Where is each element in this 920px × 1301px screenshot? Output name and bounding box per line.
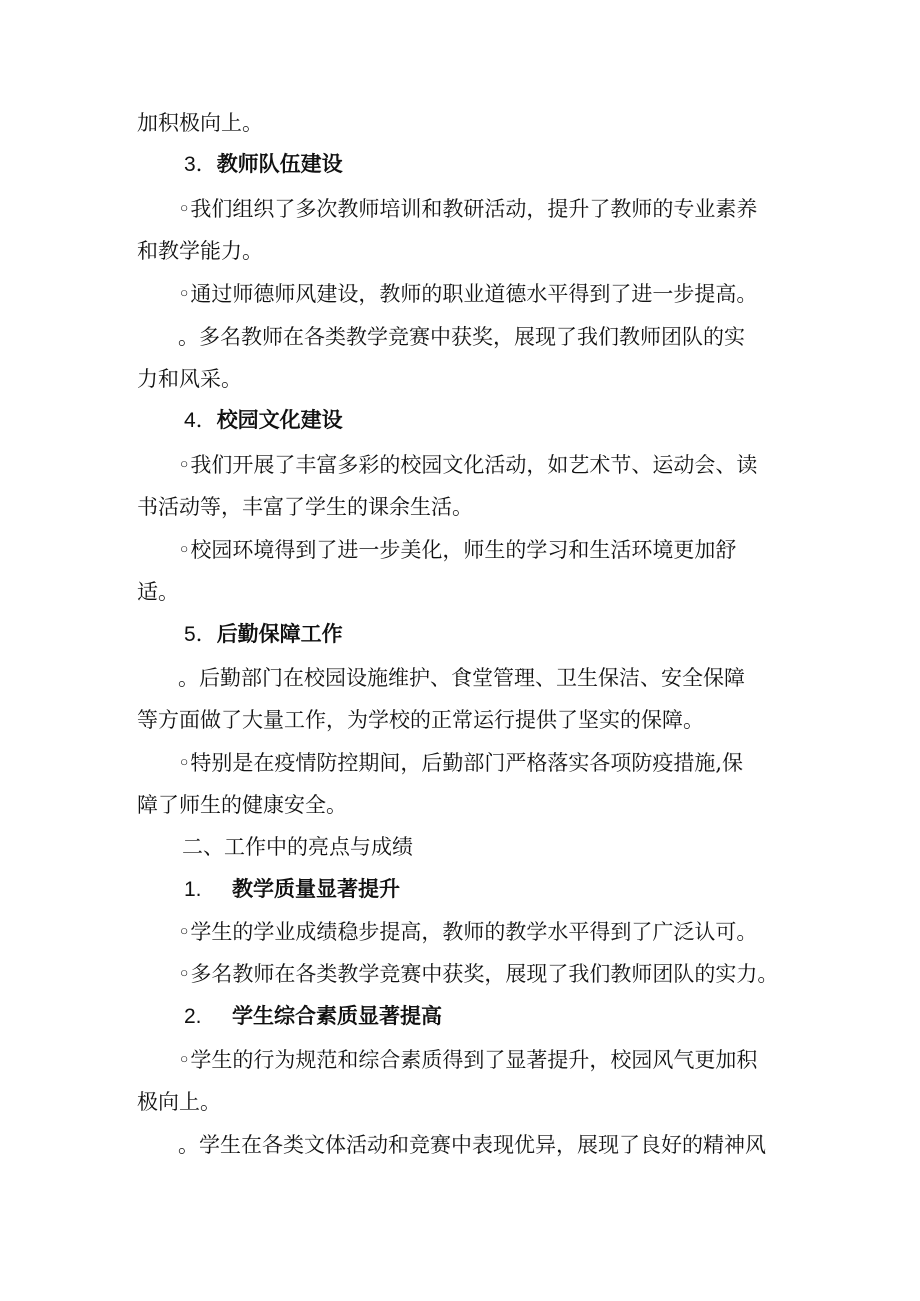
bullet-line: 。学生在各类文体活动和竞赛中表现优异，展现了良好的精神风 [178, 1133, 766, 1157]
heading-number: 4 [184, 409, 196, 432]
heading-number: 2. [184, 1005, 202, 1028]
section-heading-4 [184, 405, 343, 436]
heading-separator: ． [195, 153, 217, 176]
paragraph-line: 适。 [137, 580, 179, 604]
heading-separator: ． [195, 623, 217, 646]
paragraph-line: 障了师生的健康安全。 [137, 793, 347, 817]
section-heading-3 [184, 149, 343, 180]
heading-title: 教学质量显著提升 [232, 876, 400, 901]
heading-title: 教师队伍建设 [216, 151, 343, 176]
bullet-line: ◦我们开展了丰富多彩的校园文化活动，如艺术节、运动会、读 [178, 453, 758, 477]
heading-title: 校园文化建设 [216, 407, 343, 432]
chapter-heading: 二、工作中的亮点与成绩 [182, 835, 413, 859]
paragraph-line: 力和风采。 [137, 367, 242, 391]
section-heading-2 [184, 1001, 442, 1032]
paragraph-line: 加积极向上。 [137, 111, 263, 135]
bullet-line: ◦学生的行为规范和综合素质得到了显著提升，校园风气更加积 [178, 1048, 758, 1072]
heading-title: 后勤保障工作 [216, 621, 343, 646]
bullet-line: ◦校园环境得到了进一步美化，师生的学习和生活环境更加舒 [178, 538, 737, 562]
section-heading-1 [184, 874, 400, 905]
bullet-line: ◦学生的学业成绩稳步提高，教师的教学水平得到了广泛认可。 [178, 920, 758, 944]
bullet-line: 。多名教师在各类教学竞赛中获奖，展现了我们教师团队的实 [178, 325, 745, 349]
section-heading-5 [184, 619, 343, 650]
bullet-line: ◦通过师德师风建设，教师的职业道德水平得到了进一步提高。 [178, 282, 758, 306]
bullet-line: ◦多名教师在各类教学竞赛中获奖，展现了我们教师团队的实力。 [178, 962, 779, 986]
heading-number: 3 [184, 153, 196, 176]
heading-separator: ． [195, 409, 217, 432]
paragraph-line: 极向上。 [137, 1090, 221, 1114]
heading-number: 1. [184, 878, 202, 901]
bullet-line: 。后勤部门在校园设施维护、食堂管理、卫生保洁、安全保障 [178, 666, 745, 690]
paragraph-line: 书活动等，丰富了学生的课余生活。 [137, 495, 473, 519]
bullet-line: ◦特别是在疫情防控期间，后勤部门严格落实各项防疫措施,保 [178, 751, 744, 775]
heading-title: 学生综合素质显著提高 [232, 1003, 442, 1028]
paragraph-line: 和教学能力。 [137, 239, 263, 263]
paragraph-line: 等方面做了大量工作，为学校的正常运行提供了坚实的保障。 [137, 708, 704, 732]
bullet-line: ◦我们组织了多次教师培训和教研活动，提升了教师的专业素养 [178, 197, 758, 221]
heading-number: 5 [184, 623, 196, 646]
